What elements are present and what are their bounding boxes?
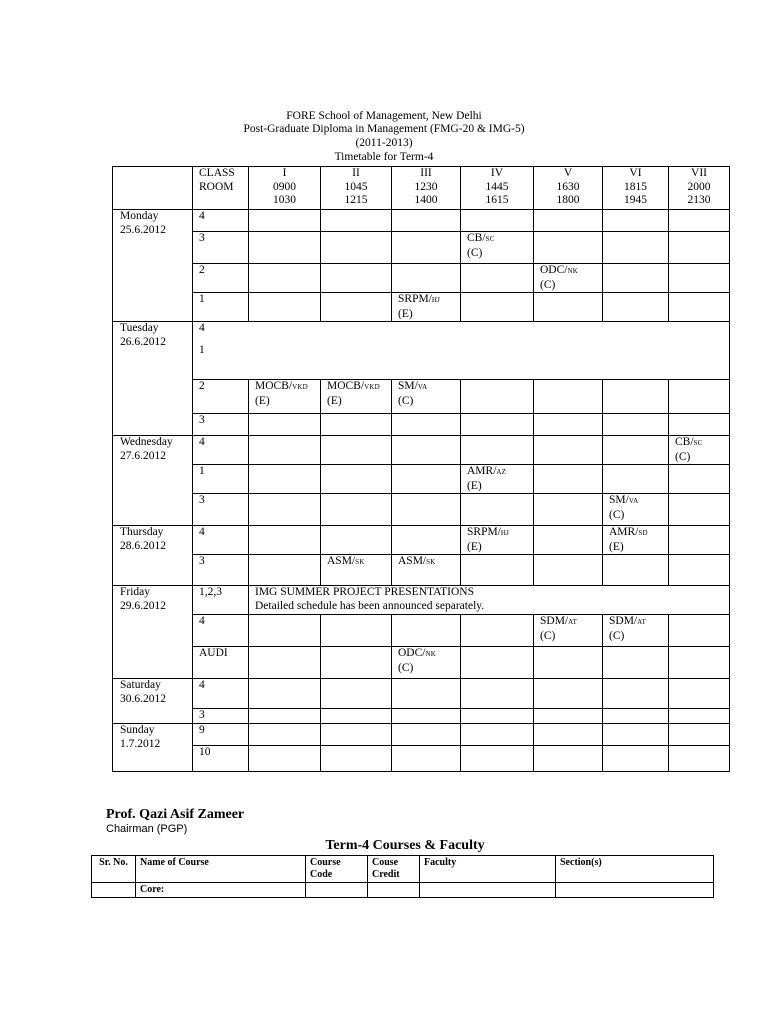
room-cell: 1 — [193, 344, 730, 380]
room-header: CLASS ROOM — [193, 167, 249, 210]
slot-header-vii: VII 2000 2130 — [669, 167, 730, 210]
table-row — [113, 494, 730, 526]
table-row — [92, 883, 714, 898]
room-cell: 4 — [193, 615, 249, 647]
chairman-title: Chairman (PGP) — [106, 823, 188, 835]
room-cell: 4 — [193, 322, 730, 344]
class-entry: ASM/SK — [321, 555, 392, 586]
room-cell: AUDI — [193, 647, 249, 679]
class-entry: AMR/SD (E) — [603, 526, 669, 555]
room-cell: 4 — [193, 679, 249, 709]
class-entry: ODC/NK (C) — [534, 264, 603, 293]
day-sunday: Sunday 1.7.2012 — [113, 724, 193, 772]
class-entry: SM/VA (C) — [603, 494, 669, 526]
room-cell: 2 — [193, 380, 249, 414]
day-thursday: Thursday 28.6.2012 — [113, 526, 193, 586]
table-row — [113, 586, 730, 615]
table-row — [113, 264, 730, 293]
day-saturday: Saturday 30.6.2012 — [113, 679, 193, 724]
class-entry: MOCB/VKD (E) — [321, 380, 392, 414]
chairman-name: Prof. Qazi Asif Zameer — [106, 807, 245, 822]
slot-header-v: V 1630 1800 — [534, 167, 603, 210]
col-course-code: Course Code — [306, 856, 368, 883]
col-course-credit: Couse Credit — [368, 856, 420, 883]
table-row — [113, 526, 730, 555]
courses-header-row — [92, 856, 714, 883]
table-row — [113, 414, 730, 436]
day-tuesday: Tuesday 26.6.2012 — [113, 322, 193, 436]
room-cell: 3 — [193, 555, 249, 586]
room-cell: 3 — [193, 232, 249, 264]
table-row — [113, 436, 730, 465]
courses-heading: Term-4 Courses & Faculty — [325, 838, 485, 853]
room-cell: 10 — [193, 746, 249, 772]
room-cell: 3 — [193, 414, 249, 436]
class-entry: ODC/NK (C) — [392, 647, 461, 679]
table-row — [113, 647, 730, 679]
room-cell: 4 — [193, 210, 249, 232]
courses-table — [91, 855, 714, 898]
room-cell: 4 — [193, 436, 249, 465]
class-entry: SRPM/HJ (E) — [461, 526, 534, 555]
day-monday: Monday 25.6.2012 — [113, 210, 193, 322]
day-friday: Friday 29.6.2012 — [113, 586, 193, 679]
col-faculty: Faculty — [420, 856, 556, 883]
class-entry: SDM/AT (C) — [534, 615, 603, 647]
col-sections: Section(s) — [556, 856, 714, 883]
class-entry: SRPM/HJ (E) — [392, 293, 461, 322]
table-row — [113, 709, 730, 724]
table-row — [113, 746, 730, 772]
class-entry: AMR/AZ (E) — [461, 465, 534, 494]
table-row — [113, 210, 730, 232]
table-row — [113, 293, 730, 322]
day-wednesday: Wednesday 27.6.2012 — [113, 436, 193, 526]
room-cell: 2 — [193, 264, 249, 293]
timetable-title: Timetable for Term-4 — [334, 151, 434, 163]
class-entry: SDM/AT (C) — [603, 615, 669, 647]
room-cell: 1 — [193, 465, 249, 494]
class-entry: CB/SC (C) — [669, 436, 730, 465]
table-row — [113, 232, 730, 264]
room-cell: 4 — [193, 526, 249, 555]
programme-title: Post-Graduate Diploma in Management (FMG-20 & IMG-5) — [243, 123, 525, 135]
class-entry: CB/SC (C) — [461, 232, 534, 264]
table-row — [113, 724, 730, 746]
timetable — [112, 166, 730, 772]
table-row — [113, 322, 730, 344]
col-course-name: Name of Course — [136, 856, 306, 883]
room-cell: 3 — [193, 494, 249, 526]
slot-header-i: I 0900 1030 — [249, 167, 321, 210]
table-row — [113, 380, 730, 414]
room-cell: 1,2,3 — [193, 586, 249, 615]
core-label: Core: — [136, 883, 306, 898]
table-row — [113, 679, 730, 709]
col-sr-no: Sr. No. — [92, 856, 136, 883]
room-cell: 1 — [193, 293, 249, 322]
slot-header-iii: III 1230 1400 — [392, 167, 461, 210]
table-row — [113, 615, 730, 647]
table-row — [113, 555, 730, 586]
slot-header-vi: VI 1815 1945 — [603, 167, 669, 210]
room-cell: 9 — [193, 724, 249, 746]
class-entry: ASM/SK — [392, 555, 461, 586]
room-cell: 3 — [193, 709, 249, 724]
batch-years: (2011-2013) — [355, 137, 413, 149]
corner-cell — [113, 167, 193, 210]
class-entry: SM/VA (C) — [392, 380, 461, 414]
timetable-header-row — [113, 167, 730, 210]
table-row — [113, 465, 730, 494]
class-entry: MOCB/VKD (E) — [249, 380, 321, 414]
slot-header-iv: IV 1445 1615 — [461, 167, 534, 210]
summer-project-note: IMG SUMMER PROJECT PRESENTATIONS Detailed schedule has been announced separately. — [249, 586, 730, 615]
table-row — [113, 344, 730, 380]
slot-header-ii: II 1045 1215 — [321, 167, 392, 210]
school-title: FORE School of Management, New Delhi — [286, 110, 482, 122]
